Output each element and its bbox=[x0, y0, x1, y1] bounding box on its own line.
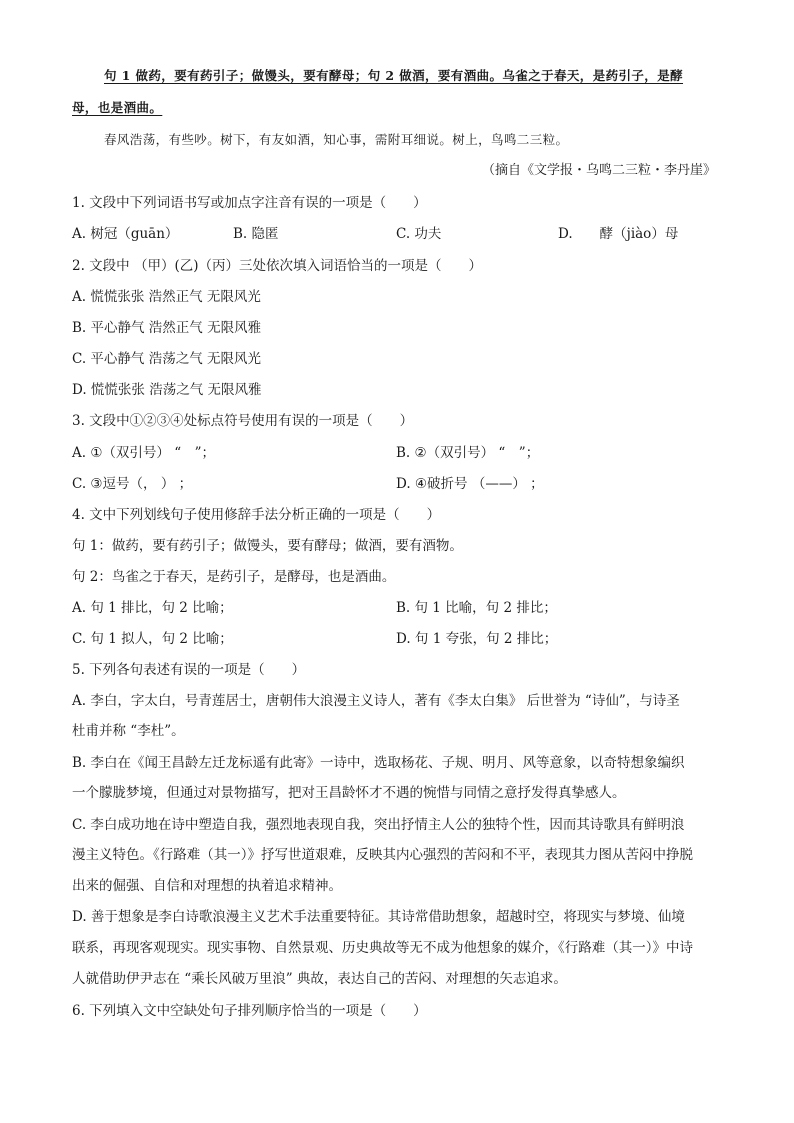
q5-option-a-line-1[interactable]: A. 李白，字太白，号青莲居士，唐朝伟大浪漫主义诗人，著有《李太白集》 后世誉为 “诗仙”，与诗圣 bbox=[72, 693, 680, 709]
q5-option-d-line-1[interactable]: D. 善于想象是李白诗歌浪漫主义艺术手法重要特征。其诗常借助想象，超越时空，将现实与梦境、仙境 bbox=[72, 909, 685, 925]
q2-option-a[interactable]: A. 慌慌张张 浩然正气 无限风光 bbox=[72, 289, 261, 305]
q5-option-d-line-3[interactable]: 人就借助伊尹志在 “乘长风破万里浪” 典故，表达自己的苦闷、对理想的矢志追求。 bbox=[72, 971, 567, 987]
q3-option-b[interactable]: B. ②（双引号） “ ”； bbox=[396, 445, 540, 461]
q3-option-a[interactable]: A. ①（双引号） “ ”； bbox=[72, 445, 216, 461]
q4-option-a[interactable]: A. 句 1 排比，句 2 比喻； bbox=[72, 600, 233, 616]
question-1-stem: 1. 文段中下列词语书写或加点字注音有误的一项是（ ） bbox=[72, 195, 427, 211]
question-3-stem: 3. 文段中①②③④处标点符号使用有误的一项是（ ） bbox=[72, 413, 414, 429]
q1-option-c[interactable]: C. 功夫 bbox=[396, 226, 442, 242]
question-2-stem: 2. 文段中 （甲）(乙)（丙）三处依次填入词语恰当的一项是（ ） bbox=[72, 258, 482, 274]
q3-option-d[interactable]: D. ④破折号 （——） ； bbox=[396, 476, 544, 492]
question-6-stem: 6. 下列填入文中空缺处句子排列顺序恰当的一项是（ ） bbox=[72, 1003, 427, 1019]
q5-option-b-line-1[interactable]: B. 李白在《闻王昌龄左迁龙标遥有此寄》一诗中，选取杨花、子规、明月、风等意象，以奇特想象编织 bbox=[72, 755, 685, 771]
question-5-stem: 5. 下列各句表述有误的一项是（ ） bbox=[72, 662, 306, 678]
q4-option-c[interactable]: C. 句 1 拟人，句 2 比喻； bbox=[72, 631, 233, 647]
q5-option-d-line-2[interactable]: 联系，再现客观现实。现实事物、自然景观、历史典故等无不成为他想象的媒介，《行路难（其一）》中诗 bbox=[72, 940, 693, 956]
q3-option-c[interactable]: C. ③逗号（， ） ； bbox=[72, 476, 193, 492]
q5-option-c-line-1[interactable]: C. 李白成功地在诗中塑造自我，强烈地表现自我，突出抒情主人公的独特个性，因而其诗歌具有鲜明浪 bbox=[72, 817, 685, 833]
passage-source: （摘自《文学报・乌鸣二三粒・李丹崖》 bbox=[481, 163, 716, 178]
underlined-sentence-line-1: 句 1 做药，要有药引子；做馒头，要有酵母；句 2 做酒，要有酒曲。乌雀之于春天，是药引子，是酵 bbox=[104, 68, 684, 83]
q2-option-c[interactable]: C. 平心静气 浩荡之气 无限风光 bbox=[72, 351, 262, 367]
q2-option-b[interactable]: B. 平心静气 浩然正气 无限风雅 bbox=[72, 320, 262, 336]
q5-option-b-line-2[interactable]: 一个朦胧梦境，但通过对景物描写，把对王昌龄怀才不遇的惋惜与同情之意抒发得真挚感人。 bbox=[72, 785, 626, 801]
underlined-sentence-line-2: 母，也是酒曲。 bbox=[72, 100, 163, 115]
q1-option-b[interactable]: B. 隐匿 bbox=[233, 226, 279, 242]
q2-option-d[interactable]: D. 慌慌张张 浩荡之气 无限风雅 bbox=[72, 382, 262, 398]
q5-option-c-line-2[interactable]: 漫主义特色。《行路难（其一）》抒写世道艰难，反映其内心强烈的苦闷和不平，表现其力图从苦闷中挣脱 bbox=[72, 847, 693, 863]
q5-option-c-line-3[interactable]: 出来的倔强、自信和对理想的执着追求精神。 bbox=[72, 878, 342, 894]
question-4-stem: 4. 文中下列划线句子使用修辞手法分析正确的一项是（ ） bbox=[72, 507, 441, 523]
q4-option-b[interactable]: B. 句 1 比喻，句 2 排比； bbox=[396, 600, 557, 616]
passage-paragraph: 春风浩荡，有些吵。树下，有友如酒，知心事，需附耳细说。树上，鸟鸣二三粒。 bbox=[104, 132, 569, 147]
q4-sentence-1: 句 1：做药，要有药引子；做馒头，要有酵母；做酒，要有酒物。 bbox=[72, 538, 463, 554]
q4-option-d[interactable]: D. 句 1 夸张，句 2 排比； bbox=[396, 631, 558, 647]
q4-sentence-2: 句 2：鸟雀之于春天，是药引子，是酵母，也是酒曲。 bbox=[72, 569, 396, 585]
q5-option-a-line-2[interactable]: 杜甫并称 “李杜”。 bbox=[72, 723, 185, 739]
q1-option-d[interactable]: D. 酵（jiào）母 bbox=[558, 226, 679, 242]
q1-option-a[interactable]: A. 树冠（guān） bbox=[72, 226, 179, 242]
